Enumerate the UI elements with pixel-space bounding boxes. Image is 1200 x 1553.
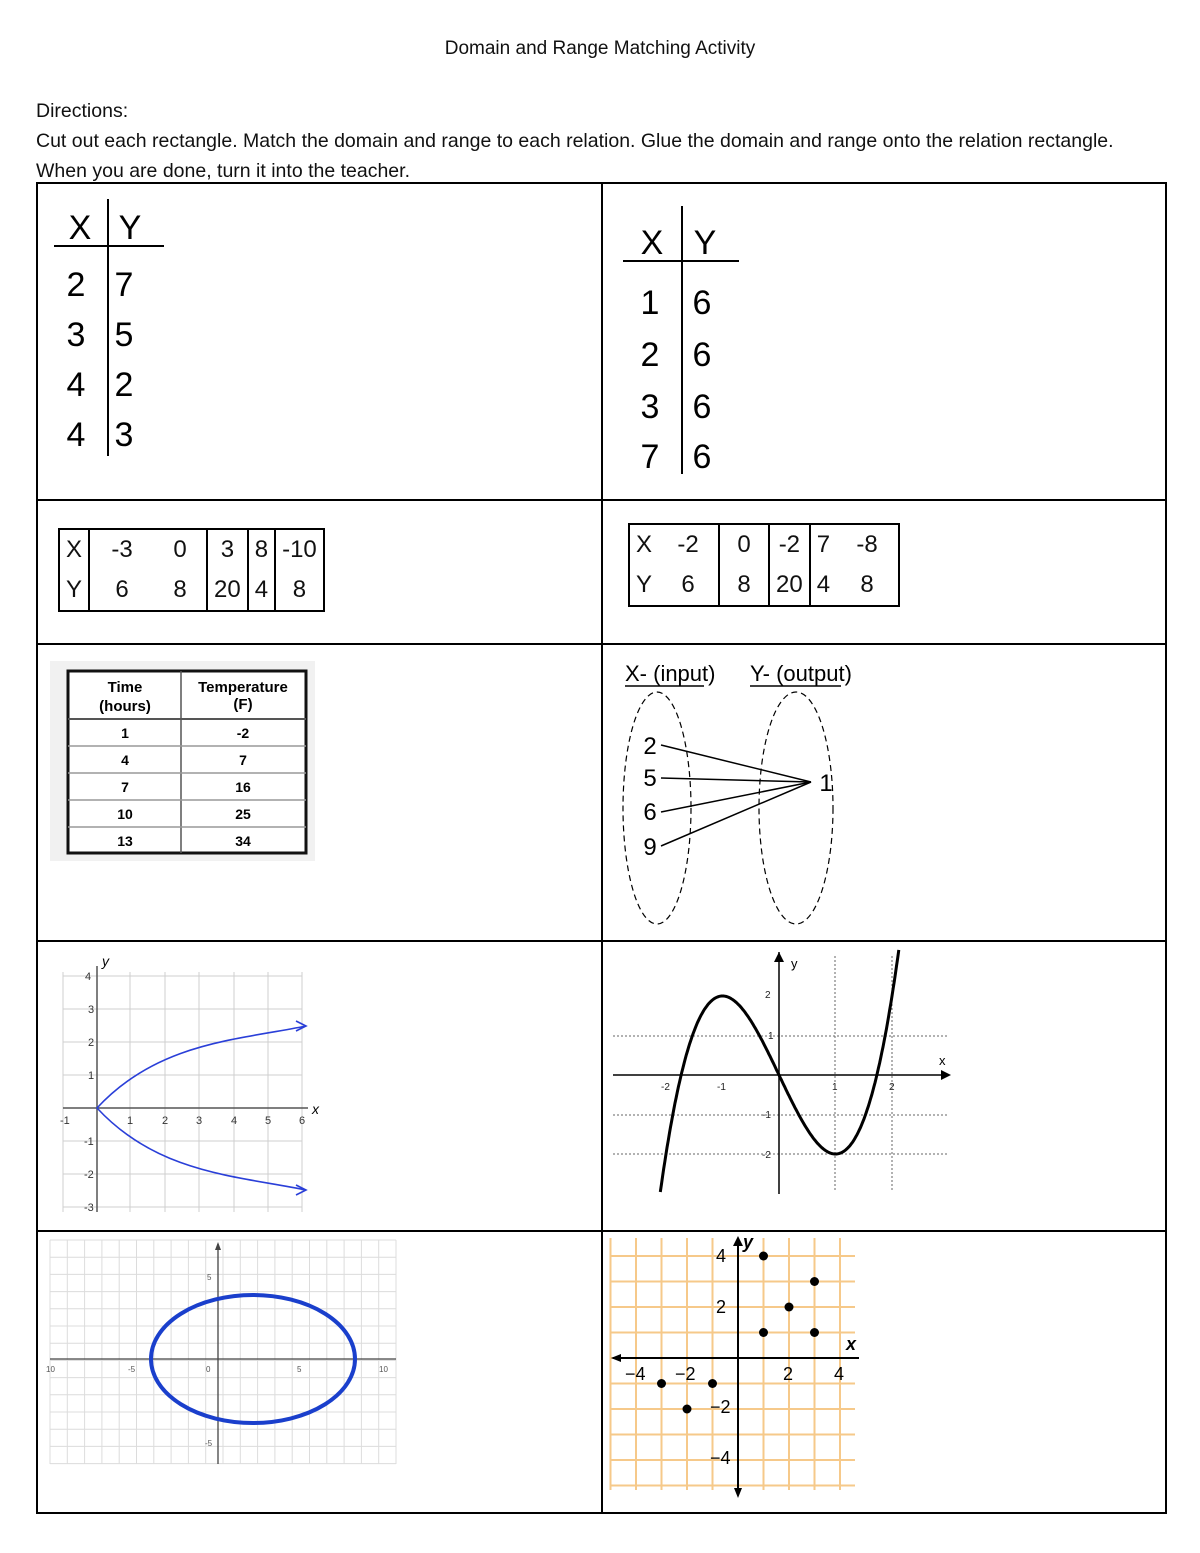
scatter-point <box>785 1303 794 1312</box>
x-value: 8 <box>248 529 275 570</box>
y-axis-down-arrow-icon <box>734 1488 742 1498</box>
input-value: 9 <box>643 834 657 861</box>
y-tick: 4 <box>716 1246 727 1266</box>
x-axis-label: x <box>846 1334 857 1354</box>
y-header: Y <box>118 209 142 247</box>
x-tick: 5 <box>297 1365 302 1374</box>
cubic-cell <box>603 942 1165 1230</box>
mapping-arrow <box>661 778 811 782</box>
y-tick: 4 <box>85 971 92 983</box>
x-label: X <box>629 524 658 565</box>
ellipse-cell <box>38 1232 601 1514</box>
y-value: 6 <box>692 388 712 426</box>
time-temperature-table <box>38 645 601 940</box>
x-tick: 1 <box>832 1082 838 1093</box>
temperature-value: 25 <box>235 806 251 822</box>
y-value: 8 <box>836 565 899 606</box>
y-tick: -2 <box>84 1169 94 1181</box>
x-value: 4 <box>66 366 86 404</box>
mapping-arrow <box>661 745 811 782</box>
y-value: 6 <box>692 438 712 476</box>
t-chart-1-drawing <box>38 184 601 499</box>
x-tick: -1 <box>60 1115 70 1127</box>
scatter-point <box>759 1328 768 1337</box>
y-tick: -5 <box>205 1439 213 1448</box>
x-value: 0 <box>154 529 207 570</box>
y-value: 3 <box>114 416 134 454</box>
y-tick: 2 <box>88 1037 95 1049</box>
mapping-diagram-cell <box>603 645 1165 940</box>
x-tick: 2 <box>783 1364 794 1384</box>
x-header: X <box>640 224 664 262</box>
y-header: Y <box>693 224 717 262</box>
row-table-1-cell <box>38 501 601 643</box>
x-value: -3 <box>89 529 154 570</box>
x-value: 3 <box>640 388 660 426</box>
y-axis-label: y <box>791 956 798 971</box>
mapping-arrow <box>661 782 811 846</box>
x-value: 3 <box>66 316 86 354</box>
x-label: X <box>59 529 89 570</box>
y-value: 4 <box>248 570 275 611</box>
x-axis-left-arrow-icon <box>611 1354 621 1362</box>
y-tick: 3 <box>88 1004 95 1016</box>
time-value: 1 <box>121 725 129 741</box>
scatter-graph <box>603 1232 1165 1514</box>
y-value: 8 <box>275 570 324 611</box>
x-value: -2 <box>658 524 719 565</box>
x-tick: 5 <box>265 1115 272 1127</box>
y-tick: 1 <box>768 1031 774 1042</box>
time-value: 4 <box>121 752 129 768</box>
x-value: 0 <box>719 524 769 565</box>
x-value: 7 <box>640 438 660 476</box>
row-table-2 <box>628 523 900 607</box>
y-value: 8 <box>154 570 207 611</box>
x-tick: 4 <box>231 1115 238 1127</box>
y-value: 20 <box>207 570 248 611</box>
x-value: -2 <box>769 524 810 565</box>
scatter-point <box>657 1379 666 1388</box>
y-tick: 1 <box>88 1070 95 1082</box>
temperature-value: 16 <box>235 779 251 795</box>
x-axis-arrow-icon <box>941 1070 951 1080</box>
y-axis-label: y <box>743 1232 754 1252</box>
y-tick: 2 <box>716 1297 727 1317</box>
directions-label: Directions: <box>36 100 129 122</box>
x-tick: 10 <box>379 1365 388 1374</box>
temperature-value: 34 <box>235 833 251 849</box>
x-axis-label: x <box>312 1101 319 1117</box>
scatter-point <box>759 1252 768 1261</box>
scatter-point <box>810 1277 819 1286</box>
x-tick: -5 <box>128 1365 136 1374</box>
x-value: 3 <box>207 529 248 570</box>
time-header: Time <box>107 679 143 696</box>
arrowhead-icon <box>296 1021 306 1031</box>
time-value: 10 <box>117 806 133 822</box>
activity-grid <box>36 182 1167 1514</box>
input-value: 6 <box>643 799 657 826</box>
x-tick: -1 <box>717 1082 726 1093</box>
y-axis-label: y <box>102 953 109 969</box>
x-axis-label: x <box>939 1053 946 1068</box>
output-value: 1 <box>819 770 833 797</box>
x-header: X <box>68 209 92 247</box>
arrowhead-icon <box>296 1185 306 1195</box>
y-value: 7 <box>114 266 134 304</box>
y-value: 2 <box>114 366 134 404</box>
x-value: -8 <box>836 524 899 565</box>
input-value: 2 <box>643 733 657 760</box>
y-tick: 5 <box>207 1273 212 1282</box>
scatter-point <box>708 1379 717 1388</box>
temperature-value: 7 <box>239 752 247 768</box>
y-value: 6 <box>658 565 719 606</box>
scatter-cell <box>603 1232 1165 1514</box>
y-axis-arrow-icon <box>215 1242 221 1250</box>
x-tick: −4 <box>625 1364 646 1384</box>
x-tick: 6 <box>299 1115 306 1127</box>
mapping-diagram <box>603 645 1165 940</box>
x-value: 1 <box>640 284 660 322</box>
x-value: 2 <box>66 266 86 304</box>
y-tick: -1 <box>762 1110 771 1121</box>
row-table-2-cell <box>603 501 1165 643</box>
time-value: 13 <box>117 833 133 849</box>
y-value: 6 <box>692 336 712 374</box>
x-tick: 4 <box>834 1364 845 1384</box>
y-tick: -3 <box>84 1202 94 1214</box>
y-tick: −2 <box>710 1397 731 1417</box>
x-tick: 1 <box>127 1115 134 1127</box>
x-value: 7 <box>810 524 836 565</box>
y-value: 6 <box>89 570 154 611</box>
x-tick: 2 <box>162 1115 169 1127</box>
scatter-point <box>810 1328 819 1337</box>
y-value: 8 <box>719 565 769 606</box>
t-chart-2 <box>603 184 1165 499</box>
input-label: X- (input) <box>625 661 716 686</box>
x-tick: 3 <box>196 1115 203 1127</box>
y-tick: -1 <box>84 1136 94 1148</box>
y-tick: 2 <box>765 990 771 1001</box>
y-value: 4 <box>810 565 836 606</box>
row-table-1 <box>58 528 325 612</box>
x-value: -10 <box>275 529 324 570</box>
directions <box>36 96 1156 186</box>
output-label: Y- (output) <box>750 661 852 686</box>
y-axis-arrow-icon <box>733 1236 743 1246</box>
y-label: Y <box>629 565 658 606</box>
directions-text: Cut out each rectangle. Match the domain and range to each relation. Glue the domain and range onto the relation rectangle. When you are done, turn it into the teacher. <box>36 130 1114 182</box>
t-chart-1 <box>38 184 601 499</box>
x-value: 2 <box>640 336 660 374</box>
cubic-graph <box>603 942 1165 1230</box>
time-value: 7 <box>121 779 129 795</box>
y-tick: -2 <box>762 1150 771 1161</box>
time-temperature-cell <box>38 645 601 940</box>
output-oval <box>759 692 833 924</box>
y-tick: −4 <box>710 1448 731 1468</box>
x-tick: 0 <box>206 1365 211 1374</box>
time-header-unit: (hours) <box>99 698 151 715</box>
x-value: 4 <box>66 416 86 454</box>
sideways-parabola-graph <box>38 942 601 1230</box>
sideways-parabola-cell <box>38 942 601 1230</box>
ellipse-graph <box>38 1232 601 1514</box>
y-value: 6 <box>692 284 712 322</box>
temperature-value: -2 <box>236 725 250 741</box>
temperature-header-unit: (F) <box>233 696 253 713</box>
x-tick: 2 <box>889 1082 895 1093</box>
input-value: 5 <box>643 765 657 792</box>
page-title: Domain and Range Matching Activity <box>444 38 756 59</box>
temperature-header: Temperature <box>198 679 288 696</box>
x-tick: −2 <box>675 1364 696 1384</box>
mapping-arrow <box>661 782 811 812</box>
y-value: 5 <box>114 316 134 354</box>
y-label: Y <box>59 570 89 611</box>
x-tick: -2 <box>661 1082 670 1093</box>
x-tick: 10 <box>46 1365 55 1374</box>
scatter-point <box>683 1405 692 1414</box>
y-axis-arrow-icon <box>774 952 784 962</box>
y-value: 20 <box>769 565 810 606</box>
t-chart-2-drawing <box>603 184 1165 499</box>
